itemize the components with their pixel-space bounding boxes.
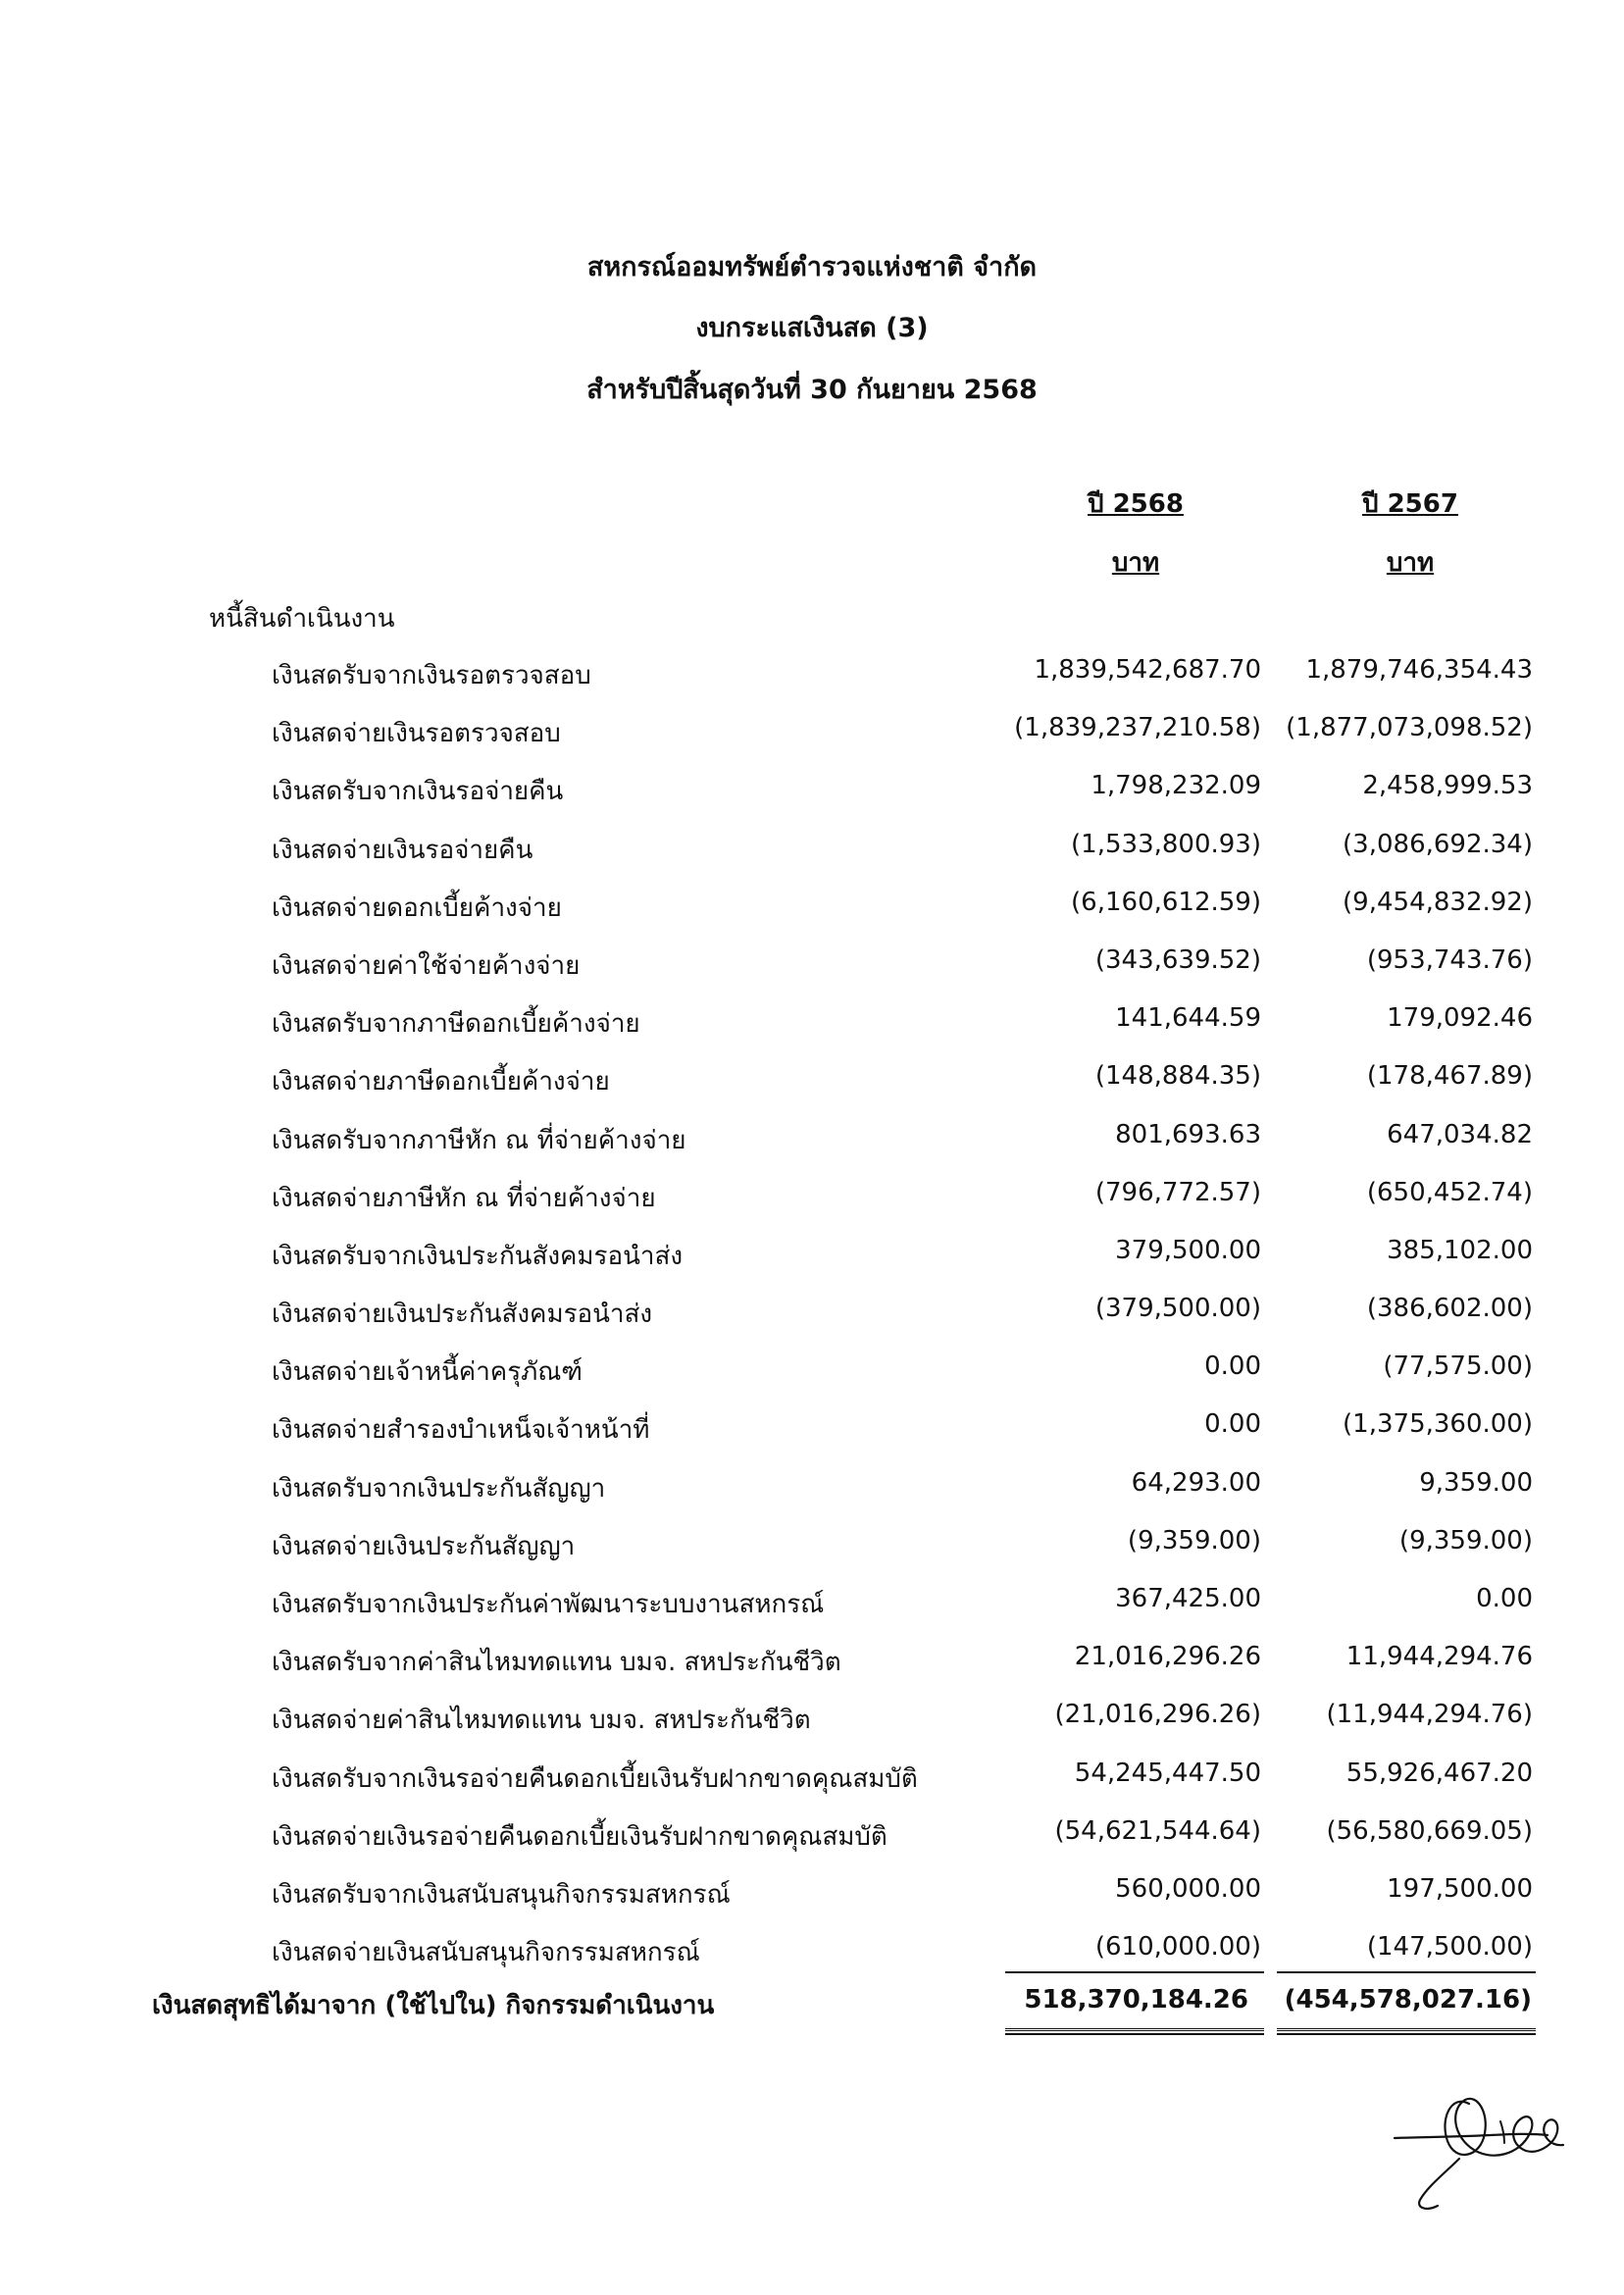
row-label: เงินสดจ่ายสำรองบำเหน็จเจ้าหน้าที่ [272,1415,650,1446]
row-value-2567: (9,359.00) [1398,1525,1533,1556]
section-title: หนี้สินดำเนินงาน [209,604,395,634]
row-value-2568: (610,000.00) [1094,1932,1261,1963]
row-value-2567: (1,375,360.00) [1343,1409,1533,1440]
table-row [0,1003,1624,1061]
row-label: เงินสดจ่ายค่าสินไหมทดแทน บมจ. สหประกันชีวิต [272,1706,811,1736]
row-value-2567: (56,580,669.05) [1326,1815,1533,1846]
signature-mark [1383,2065,1579,2221]
row-value-2568: 141,644.59 [1115,1003,1261,1034]
column-year-2568: ปี 2568 [1088,489,1184,519]
row-value-2568: (6,160,612.59) [1071,887,1261,917]
row-label: เงินสดรับจากเงินประกันสังคมรอนำส่ง [272,1241,684,1271]
row-label: เงินสดจ่ายภาษีหัก ณ ที่จ่ายค้างจ่าย [272,1183,656,1213]
table-row [0,1526,1624,1584]
table-row [0,1178,1624,1236]
total-double-rule-2567 [1277,2028,1536,2035]
table-row [0,888,1624,945]
row-value-2567: 0.00 [1476,1584,1533,1613]
table-row [0,1468,1624,1526]
row-value-2567: 55,926,467.20 [1345,1758,1533,1788]
column-unit-2567: บาท [1386,548,1435,578]
row-value-2568: (796,772.57) [1094,1177,1261,1207]
table-row [0,713,1624,771]
row-value-2568: 21,016,296.26 [1074,1642,1261,1672]
table-row [0,1700,1624,1758]
row-value-2567: 385,102.00 [1387,1235,1533,1265]
row-value-2567: (9,454,832.92) [1343,887,1533,917]
total-value-2568: 518,370,184.26 [1024,1985,1248,2014]
table-row [0,655,1624,713]
table-row [0,1816,1624,1874]
row-value-2567: 9,359.00 [1419,1467,1533,1498]
row-label: เงินสดรับจากเงินสนับสนุนกิจกรรมสหกรณ์ [272,1879,731,1910]
row-value-2568: (343,639.52) [1094,944,1261,975]
row-value-2567: (147,500.00) [1366,1932,1533,1963]
table-row [0,1759,1624,1816]
row-label: เงินสดจ่ายเงินสนับสนุนกิจกรรมสหกรณ์ [272,1938,700,1968]
table-row [0,1409,1624,1467]
row-label: เงินสดจ่ายเงินรอจ่ายคืนดอกเบี้ยเงินรับฝากขาดคุณสมบัติ [272,1821,888,1852]
row-label: เงินสดจ่ายเงินประกันสังคมรอนำส่ง [272,1300,653,1330]
table-row [0,945,1624,1003]
row-value-2567: (386,602.00) [1366,1294,1533,1324]
table-row [0,1584,1624,1642]
row-value-2567: (650,452.74) [1366,1177,1533,1207]
table-row [0,1932,1624,1990]
row-value-2568: 801,693.63 [1115,1119,1261,1149]
row-label: เงินสดรับจากเงินประกันค่าพัฒนาระบบงานสหกรณ์ [272,1590,825,1619]
table-row [0,1874,1624,1932]
row-value-2568: 0.00 [1204,1409,1261,1440]
row-value-2568: 1,798,232.09 [1091,771,1261,801]
row-value-2568: (379,500.00) [1094,1294,1261,1324]
row-label: เงินสดรับจากเงินรอตรวจสอบ [272,661,591,690]
row-value-2568: 367,425.00 [1115,1584,1261,1613]
row-label: เงินสดจ่ายภาษีดอกเบี้ยค้างจ่าย [272,1067,610,1097]
row-value-2568: 1,839,542,687.70 [1034,655,1261,685]
row-value-2568: (148,884.35) [1094,1061,1261,1092]
subtotal-rule-2568 [1005,1971,1264,1973]
row-value-2567: 179,092.46 [1387,1003,1533,1034]
table-row [0,1120,1624,1178]
row-value-2568: (21,016,296.26) [1054,1700,1261,1730]
row-value-2568: 54,245,447.50 [1074,1758,1261,1788]
row-value-2567: (1,877,073,098.52) [1286,713,1533,743]
statement-period: สำหรับปีสิ้นสุดวันที่ 30 กันยายน 2568 [586,375,1038,405]
row-label: เงินสดรับจากภาษีดอกเบี้ยค้างจ่าย [272,1009,640,1040]
row-value-2568: 64,293.00 [1131,1467,1261,1498]
row-value-2567: (77,575.00) [1383,1352,1533,1382]
row-value-2567: 647,034.82 [1387,1119,1533,1149]
row-value-2568: (1,839,237,210.58) [1014,713,1261,743]
total-label: เงินสดสุทธิได้มาจาก (ใช้ไปใน) กิจกรรมดำเนินงาน [152,1991,715,2020]
row-value-2567: 197,500.00 [1387,1873,1533,1904]
row-value-2568: 0.00 [1204,1352,1261,1382]
statement-title: งบกระแสเงินสด (3) [695,313,929,343]
row-label: เงินสดรับจากเงินรอจ่ายคืนดอกเบี้ยเงินรับฝากขาดคุณสมบัติ [272,1763,918,1794]
total-double-rule-2568 [1005,2028,1264,2035]
row-value-2567: 2,458,999.53 [1362,771,1533,801]
table-row [0,1294,1624,1352]
table-row [0,830,1624,888]
row-value-2568: 379,500.00 [1115,1235,1261,1265]
row-value-2567: (178,467.89) [1366,1061,1533,1092]
row-value-2568: (9,359.00) [1127,1525,1261,1556]
row-value-2567: (11,944,294.76) [1326,1700,1533,1730]
row-label: เงินสดจ่ายค่าใช้จ่ายค้างจ่าย [272,950,581,981]
row-label: เงินสดรับจากเงินประกันสัญญา [272,1473,606,1504]
total-value-2567: (454,578,027.16) [1284,1985,1532,2014]
row-value-2567: 1,879,746,354.43 [1305,655,1533,685]
table-row [0,1236,1624,1294]
column-year-2567: ปี 2567 [1362,489,1458,519]
table-row [0,1352,1624,1409]
row-value-2568: (54,621,544.64) [1054,1815,1261,1846]
row-label: เงินสดจ่ายเงินรอตรวจสอบ [272,719,561,749]
table-row [0,1642,1624,1700]
row-label: เงินสดจ่ายเจ้าหนี้ค่าครุภัณฑ์ [272,1357,584,1388]
organization-name: สหกรณ์ออมทรัพย์ตำรวจแห่งชาติ จำกัด [586,252,1038,282]
row-label: เงินสดจ่ายเงินประกันสัญญา [272,1531,576,1561]
row-value-2567: (953,743.76) [1366,944,1533,975]
table-row [0,771,1624,829]
row-label: เงินสดจ่ายดอกเบี้ยค้างจ่าย [272,892,562,923]
row-value-2568: 560,000.00 [1115,1873,1261,1904]
row-label: เงินสดรับจากเงินรอจ่ายคืน [272,777,564,807]
subtotal-rule-2567 [1277,1971,1536,1973]
column-unit-2568: บาท [1111,548,1160,578]
row-label: เงินสดจ่ายเงินรอจ่ายคืน [272,835,533,865]
row-value-2567: (3,086,692.34) [1343,829,1533,859]
row-label: เงินสดรับจากค่าสินไหมทดแทน บมจ. สหประกันชีวิต [272,1648,841,1678]
line-items [0,655,1624,1990]
row-value-2568: (1,533,800.93) [1071,829,1261,859]
table-row [0,1061,1624,1119]
row-value-2567: 11,944,294.76 [1345,1642,1533,1672]
row-label: เงินสดรับจากภาษีหัก ณ ที่จ่ายค้างจ่าย [272,1125,686,1155]
